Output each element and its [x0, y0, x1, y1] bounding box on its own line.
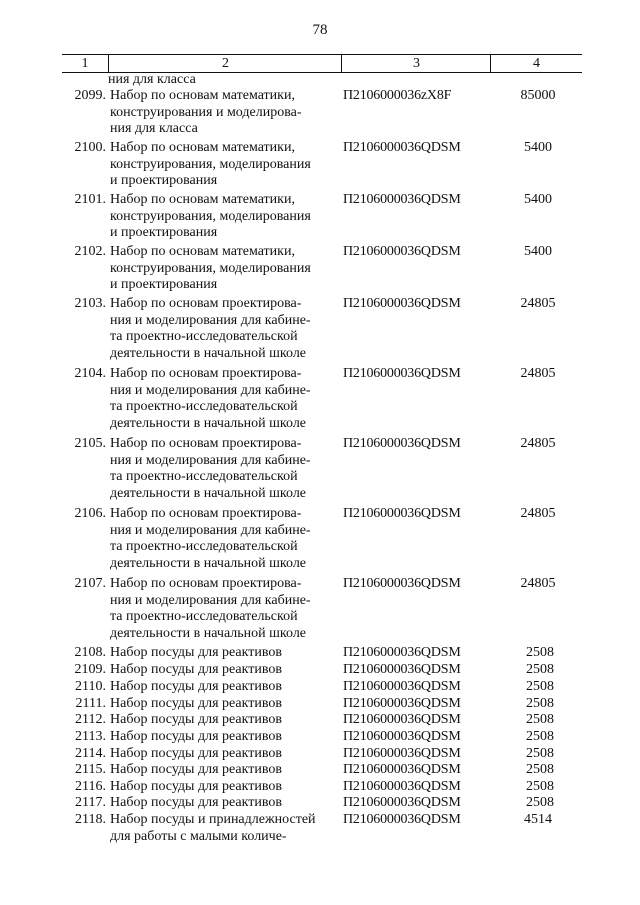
item-quantity: 2508 — [526, 696, 554, 711]
row-number: 2116. — [75, 779, 106, 794]
item-name-line: конструирования, моделирования — [110, 156, 311, 172]
item-quantity: 2508 — [526, 779, 554, 794]
item-name-line: ния для класса — [110, 121, 198, 136]
item-quantity: 2508 — [526, 762, 554, 777]
item-code: П2106000036QDSM — [343, 436, 461, 451]
item-name — [110, 436, 333, 502]
item-name-line: Набор по основам математики, — [110, 140, 295, 155]
item-name-line: ния и моделирования для кабине- — [110, 592, 311, 608]
item-code: П2106000036QDSM — [343, 576, 461, 591]
item-name-line: и проектирования — [110, 277, 218, 292]
item-name — [110, 729, 333, 745]
item-code: П2106000036QDSM — [343, 746, 461, 761]
item-name-line: деятельности в начальной школе — [110, 625, 307, 641]
item-name-line: Набор посуды и принадлежностей — [110, 812, 316, 827]
item-name-line: конструирования и моделирова- — [110, 104, 302, 120]
item-code: П2106000036QDSM — [343, 140, 461, 155]
item-name-line: Набор по основам проектирова- — [110, 436, 302, 451]
item-name-line: деятельности в начальной школе — [110, 415, 307, 431]
item-code: П2106000036QDSM — [343, 779, 461, 794]
item-code: П2106000036QDSM — [343, 795, 461, 810]
item-name-line: Набор посуды для реактивов — [110, 662, 282, 677]
item-code: П2106000036QDSM — [343, 812, 461, 827]
item-name — [110, 366, 333, 432]
item-code: П2106000036QDSM — [343, 645, 461, 660]
item-name — [110, 140, 333, 190]
item-quantity: 24805 — [520, 366, 556, 381]
row-number: 2108. — [74, 645, 106, 660]
item-name — [110, 506, 333, 572]
row-number: 2101. — [74, 192, 106, 207]
row-number: 2115. — [75, 762, 106, 777]
item-quantity: 5400 — [524, 244, 552, 259]
row-number: 2109. — [74, 662, 106, 677]
item-name — [110, 192, 333, 242]
item-name-line: Набор по основам математики, — [110, 88, 295, 103]
item-name-line: Набор посуды для реактивов — [110, 679, 282, 694]
item-quantity: 2508 — [526, 795, 554, 810]
item-name-line: та проектно-исследовательской — [110, 539, 298, 554]
item-code: П2106000036QDSM — [343, 506, 461, 521]
item-name-line: конструирования, моделирования — [110, 260, 311, 276]
item-name-line: Набор посуды для реактивов — [110, 729, 282, 744]
row-number: 2103. — [74, 296, 106, 311]
item-name — [110, 779, 333, 795]
item-name-line: Набор по основам проектирова- — [110, 576, 302, 591]
item-code: П2106000036QDSM — [343, 192, 461, 207]
row-number: 2100. — [74, 140, 106, 155]
item-code: П2106000036QDSM — [343, 712, 461, 727]
item-code: П2106000036QDSM — [343, 366, 461, 381]
item-name — [110, 679, 333, 695]
item-code: П2106000036QDSM — [343, 244, 461, 259]
item-name-line: Набор по основам математики, — [110, 244, 295, 259]
item-name-line: ния и моделирования для кабине- — [110, 522, 311, 538]
item-name-line: Набор по основам математики, — [110, 192, 295, 207]
item-quantity: 24805 — [520, 576, 556, 591]
item-name — [110, 88, 333, 138]
item-name-line: конструирования, моделирования — [110, 208, 311, 224]
item-quantity: 2508 — [526, 746, 554, 761]
item-name-line: та проектно-исследовательской — [110, 469, 298, 484]
row-number: 2113. — [75, 729, 106, 744]
item-quantity: 24805 — [520, 296, 556, 311]
row-number: 2105. — [74, 436, 106, 451]
item-name-line: та проектно-исследовательской — [110, 399, 298, 414]
row-number: 2099. — [74, 88, 106, 103]
item-name-line: Набор посуды для реактивов — [110, 795, 282, 810]
row-number: 2114. — [75, 746, 106, 761]
item-name-line: и проектирования — [110, 225, 218, 240]
item-name — [110, 696, 333, 712]
item-name-line: деятельности в начальной школе — [110, 485, 307, 501]
row-number: 2107. — [74, 576, 106, 591]
item-name-line: для работы с малыми количе- — [110, 828, 287, 844]
item-quantity: 24805 — [520, 506, 556, 521]
item-code: П2106000036QDSM — [343, 762, 461, 777]
header-col-4: 4 — [490, 55, 582, 72]
header-col-2: 2 — [108, 55, 342, 72]
item-name-line: Набор по основам проектирова- — [110, 296, 302, 311]
row-number: 2104. — [74, 366, 106, 381]
item-name — [110, 712, 333, 728]
item-name — [110, 746, 333, 762]
header-col-1: 1 — [81, 56, 89, 71]
item-name — [110, 812, 333, 845]
item-name-line: Набор посуды для реактивов — [110, 762, 282, 777]
item-name-line: Набор посуды для реактивов — [110, 779, 282, 794]
item-name — [110, 662, 333, 678]
item-quantity: 85000 — [520, 88, 556, 103]
item-name-line: Набор посуды для реактивов — [110, 712, 282, 727]
item-name-line: деятельности в начальной школе — [110, 345, 307, 361]
item-name — [110, 645, 333, 661]
item-name-line: Набор посуды для реактивов — [110, 645, 282, 660]
item-name-line: та проектно-исследовательской — [110, 329, 298, 344]
item-quantity: 4514 — [524, 812, 552, 827]
row-number: 2117. — [75, 795, 106, 810]
item-code: П2106000036zX8F — [343, 88, 452, 103]
item-name-line: ния и моделирования для кабине- — [110, 312, 311, 328]
item-quantity: 2508 — [526, 679, 554, 694]
row-number: 2111. — [75, 696, 106, 711]
row-number: 2112. — [75, 712, 106, 727]
row-number: 2106. — [74, 506, 106, 521]
item-quantity: 2508 — [526, 645, 554, 660]
item-name — [110, 576, 333, 642]
item-name-line: ния и моделирования для кабине- — [110, 452, 311, 468]
item-name-line: деятельности в начальной школе — [110, 555, 307, 571]
item-name-line: та проектно-исследовательской — [110, 609, 298, 624]
item-name-line: Набор посуды для реактивов — [110, 746, 282, 761]
item-code: П2106000036QDSM — [343, 296, 461, 311]
item-name — [110, 762, 333, 778]
item-quantity: 24805 — [520, 436, 556, 451]
item-code: П2106000036QDSM — [343, 662, 461, 677]
item-quantity: 2508 — [526, 662, 554, 677]
item-quantity: 5400 — [524, 192, 552, 207]
continued-text: ния для класса — [108, 72, 196, 87]
page-number: 78 — [312, 22, 328, 38]
item-name-line: и проектирования — [110, 173, 218, 188]
row-number: 2110. — [75, 679, 106, 694]
item-code: П2106000036QDSM — [343, 729, 461, 744]
item-quantity: 5400 — [524, 140, 552, 155]
item-name — [110, 296, 333, 362]
header-col-3: 3 — [341, 55, 491, 72]
item-name-line: Набор по основам проектирова- — [110, 366, 302, 381]
item-name-line: ния и моделирования для кабине- — [110, 382, 311, 398]
item-code: П2106000036QDSM — [343, 679, 461, 694]
item-name — [110, 795, 333, 811]
item-code: П2106000036QDSM — [343, 696, 461, 711]
item-name-line: Набор посуды для реактивов — [110, 696, 282, 711]
item-name-line: Набор по основам проектирова- — [110, 506, 302, 521]
item-quantity: 2508 — [526, 712, 554, 727]
row-number: 2118. — [75, 812, 106, 827]
row-number: 2102. — [74, 244, 106, 259]
item-quantity: 2508 — [526, 729, 554, 744]
item-name — [110, 244, 333, 294]
